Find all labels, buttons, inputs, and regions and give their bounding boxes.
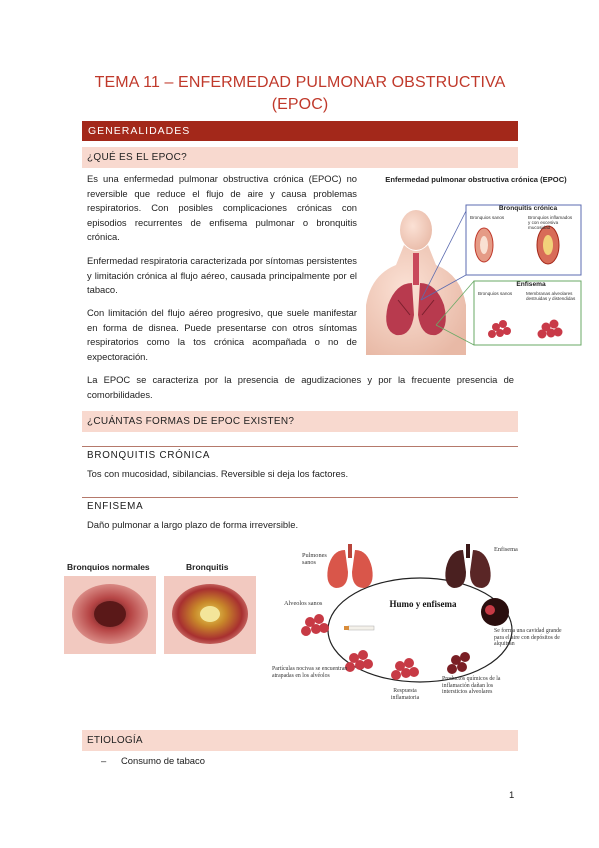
box2-title: Enfisema [516, 281, 546, 288]
page-number: 1 [509, 790, 515, 801]
title-line-1: TEMA 11 – ENFERMEDAD PULMONAR OBSTRUCTIVA [94, 74, 506, 91]
divider-enfisema [82, 497, 518, 498]
box1-label-b: Bronquios inflamados y con excesiva mucosidad [528, 215, 573, 231]
divider-bronquitis [82, 446, 518, 447]
bullet-dash: – [101, 755, 107, 766]
heading-enfisema: ENFISEMA [87, 501, 144, 512]
diagram-label-alveolos: Alveolos sanos [284, 600, 323, 607]
paragraph-4: La EPOC se caracteriza por la presencia de agudizaciones y por la frecuente presencia de comorbilidades. [87, 374, 514, 400]
bronquitis-text: Tos con mucosidad, sibilancias. Reversible si deja los factores. [87, 468, 349, 479]
enfisema-text: Daño pulmonar a largo plazo de forma irreversible. [87, 519, 299, 530]
section-bar-que-es: ¿QUÉ ES EL EPOC? [82, 147, 518, 168]
diagram-label-cavidad: Se forma una cavidad grande para el aire con depósitos de alquitrán [494, 628, 562, 648]
humo-enfisema-diagram [270, 542, 570, 712]
section-bar-generalidades: GENERALIDADES [82, 121, 518, 141]
diagram-label-productos: Productos químicos de la inflamación dañan los intersticios alveolares [442, 676, 501, 696]
diagram-label-particulas: Partículas nocivas se encuentran atrapadas en los alvéolos [272, 666, 348, 679]
section-bar-formas: ¿CUÁNTAS FORMAS DE EPOC EXISTEN? [82, 411, 518, 432]
box1-title: Bronquitis crónica [498, 205, 558, 212]
box2-label-a: Bronquios sanos [478, 291, 513, 296]
paragraph-1: Es una enfermedad pulmonar obstructiva crónica (EPOC) no reversible que reduce el flujo de aire y causa problemas respiratorios. Con posibles complicaciones crónicas con episodios recurrentes de enfisema pulmonar o bronquitis crónica. [87, 173, 357, 243]
diagram-label-pulmones-sanos: Pulmones sanos [302, 552, 327, 566]
bronchi-comparison-icon [64, 576, 256, 654]
paragraph-2: Enfermedad respiratoria caracterizada por síntomas persistentes y limitación crónica al flujo aéreo, causada principalmente por el tabaco. [87, 255, 357, 296]
box1-label-a: Bronquios sanos [470, 215, 505, 220]
diagram-label-respuesta: Respuesta inflamatoria [390, 688, 420, 701]
paragraph-3: Con limitación del flujo aéreo progresivo, que suele manifestar en forma de disnea. Puede presentarse con otros síntomas respiratorios como la tos crónica acompañada o no de expectoración. [87, 307, 357, 362]
etiologia-item-1: Consumo de tabaco [121, 755, 205, 766]
smoke-cycle-icon [270, 542, 570, 712]
title-line-2: (EPOC) [271, 96, 329, 113]
heading-bronquitis: BRONQUITIS CRÓNICA [87, 450, 211, 461]
caption-bronquitis: Bronquitis [186, 562, 229, 572]
list-item [101, 755, 205, 766]
caption-bronquios-normales: Bronquios normales [67, 562, 150, 572]
epoc-illustration [366, 175, 586, 355]
section-bar-etiologia: ETIOLOGÍA [82, 730, 518, 751]
box2-label-b: Membranas alveolares destruidas y distendidas [526, 291, 576, 302]
diagram-center-label: Humo y enfisema [389, 599, 457, 609]
page-title [60, 72, 540, 116]
figure1-title: Enfermedad pulmonar obstructiva crónica (EPOC) [385, 175, 567, 184]
diagram-label-enfisema: Enfisema [494, 546, 518, 553]
